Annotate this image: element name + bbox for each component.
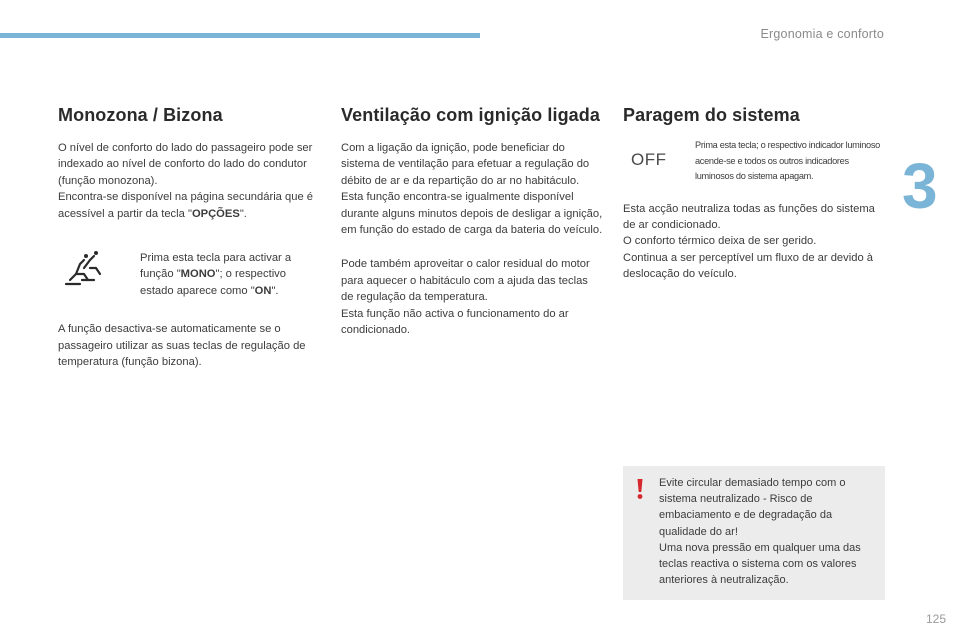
page-number: 125 [925,612,946,626]
column-ventilacao [341,105,603,338]
col2-para1: Com a ligação da ignição, pode beneficiar do sistema de ventilação para efetuar a regulação do débito de ar e da repartição do ar no habitáculo. [341,142,590,187]
chapter-number: 3 [902,150,938,222]
col1-bullet-row [58,250,320,299]
column-paragem-sistema [623,105,885,283]
off-key-label: OFF [631,150,667,169]
col1-para1: O nível de conforto do lado do passageiro pode ser indexado ao nível de conforto do lado do condutor (função monozona). [58,142,313,187]
col3-title: Paragem do sistema [623,105,800,125]
warning-para2: Uma nova pressão em qualquer uma das teclas reactiva o sistema com os valores anteriores à neutralização. [659,541,861,587]
bullet-arrow-icon [124,250,140,299]
col3-para3: Continua a ser perceptível um fluxo de ar devido à deslocação do veículo. [623,251,873,281]
col3-bullet [671,138,885,185]
col2-para3: Pode também aproveitar o calor residual do motor para aquecer o habitáculo com a ajuda das teclas de regulação da temperatura. [341,258,590,304]
col2-para2: Esta função encontra-se igualmente disponível durante alguns minutos depois de desligar a ignição, em função do estado de carga da bateria do veículo. [341,191,603,237]
col1-para2: Encontra-se disponível na página secundária que é acessível a partir da tecla "OPÇÕES". [58,191,314,220]
col1-para3: A função desactiva-se automaticamente se o passageiro utilizar as suas teclas de regulação de temperatura (função bizona). [58,323,306,369]
column-monozona-bizona [58,105,320,370]
col2-title: Ventilação com ignição ligada [341,105,600,125]
key-mono: MONO [180,268,216,281]
exclamation-icon [635,478,645,500]
key-opcoes: OPÇÕES [191,207,240,220]
col3-bullet-text: Prima esta tecla; o respectivo indicador luminoso acende-se e todos os outros indicadores luminosos do sistema apagam. [695,140,880,181]
warning-box [623,466,885,600]
section-header: Ergonomia e conforto [760,27,884,41]
col2-para4: Esta função não activa o funcionamento do ar condicionado. [341,307,569,337]
col1-bullet [116,250,318,299]
col3-off-row [623,138,885,185]
col3-para1: Esta acção neutraliza todas as funções do sistema de ar condicionado. [623,202,875,231]
warning-para1: Evite circular demasiado tempo com o sistema neutralizado - Risco de embaciamento e de degradação da qualidade do ar! [659,477,846,538]
seat-pair-icon [60,250,108,290]
state-on: ON [254,284,272,297]
bullet-arrow-icon [679,138,695,185]
col3-para2: O conforto térmico deixa de ser gerido. [623,235,817,248]
col1-title: Monozona / Bizona [58,105,223,125]
header-accent-bar [0,33,480,38]
col1-bullet-text: Prima esta tecla para activar a função "MONO"; o respectivo estado aparece como "ON". [140,252,292,297]
